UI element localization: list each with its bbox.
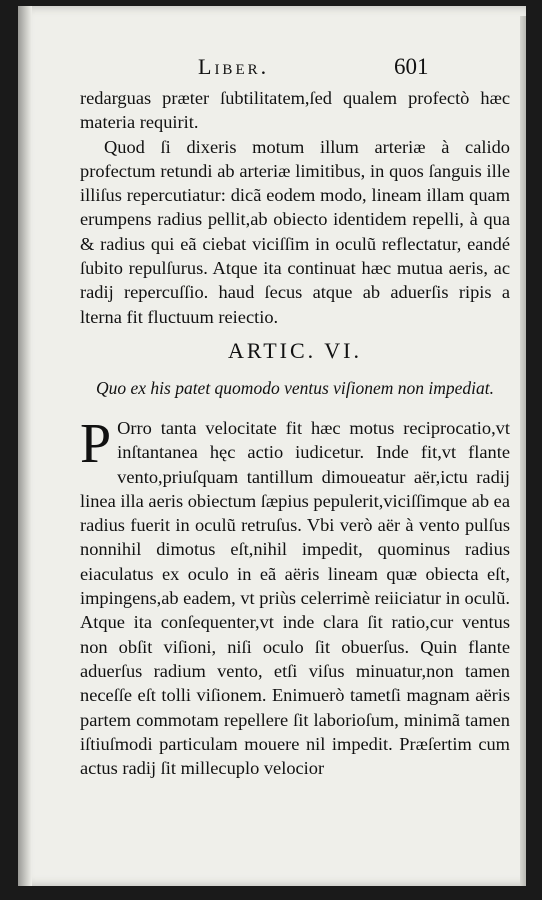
text-block-bottom	[80, 413, 511, 780]
running-title: Liber.	[198, 54, 270, 79]
page-gutter-shadow	[18, 6, 32, 886]
page-edge	[520, 16, 526, 886]
drop-cap: P	[80, 413, 112, 475]
continuation-text: redarguas præter ſubtilitatem,ſed qualem profectò hæc materia requirit.	[80, 88, 510, 133]
page-number: 601	[394, 54, 429, 79]
text-block-top	[80, 86, 510, 329]
running-head	[18, 54, 526, 82]
section-heading: ARTIC. VI.	[228, 338, 362, 363]
paragraph-1: Quod ſi dixeris motum illum arteriæ à calido profectum retundi ab arteriæ limitibus, in quos ſanguis ille illiſus repercutiatur: dicã eodem modo, lineam illam quam erumpens radius pellit,ab obiecto identidem repelli, à qua & radius qui eã ciebat viciſſim in oculũ reflectatur, eandé ſubito repulſurus. Atque ita continuat hæc mutua aeris, ac radij repercuſſio. haud ſecus atque ab aduerſis ripis a lterna fit fluctuum reiectio.	[80, 136, 510, 327]
book-page	[18, 6, 526, 886]
section-subtitle: Quo ex his patet quomodo ventus viſionem non impediat.	[95, 378, 495, 398]
paragraph-2: Orro tanta velocitate fit hæc motus reciprocatio,vt inſtantanea hęc actio iudicetur. Inde fit,vt flante vento,priuſquam tantillum dimoueatur aër,ictu radij linea illa aeris obiectum ſæpius pepulerit,viciſſimque ab ea radius fuerit in oculũ retruſus. Vbi verò aër à vento pulſus nonnihil dimotus eſt,nihil impedit, quominus radius eiaculatus ex oculo in eã aëris lineam quæ obiecta eſt, impingens,ab eadem, vt priùs celerrimè reiiciatur in oculũ. Atque ita conſequenter,vt inde clara ſit ratio,cur ventus non obſit viſioni, niſi oculo ſit obuerſus. Quin flante aduerſus radium vento, etſi viſus minuatur,non tamen neceſſe eſt tolli viſionem. Enimuerò tametſi magnam aëris partem commotam repellere ſit laborioſum, minimã tamen iſtiuſmodi particulam mouere nil impedit. Præſertim cum actus radij ſit millecuplo velocior	[80, 418, 511, 779]
